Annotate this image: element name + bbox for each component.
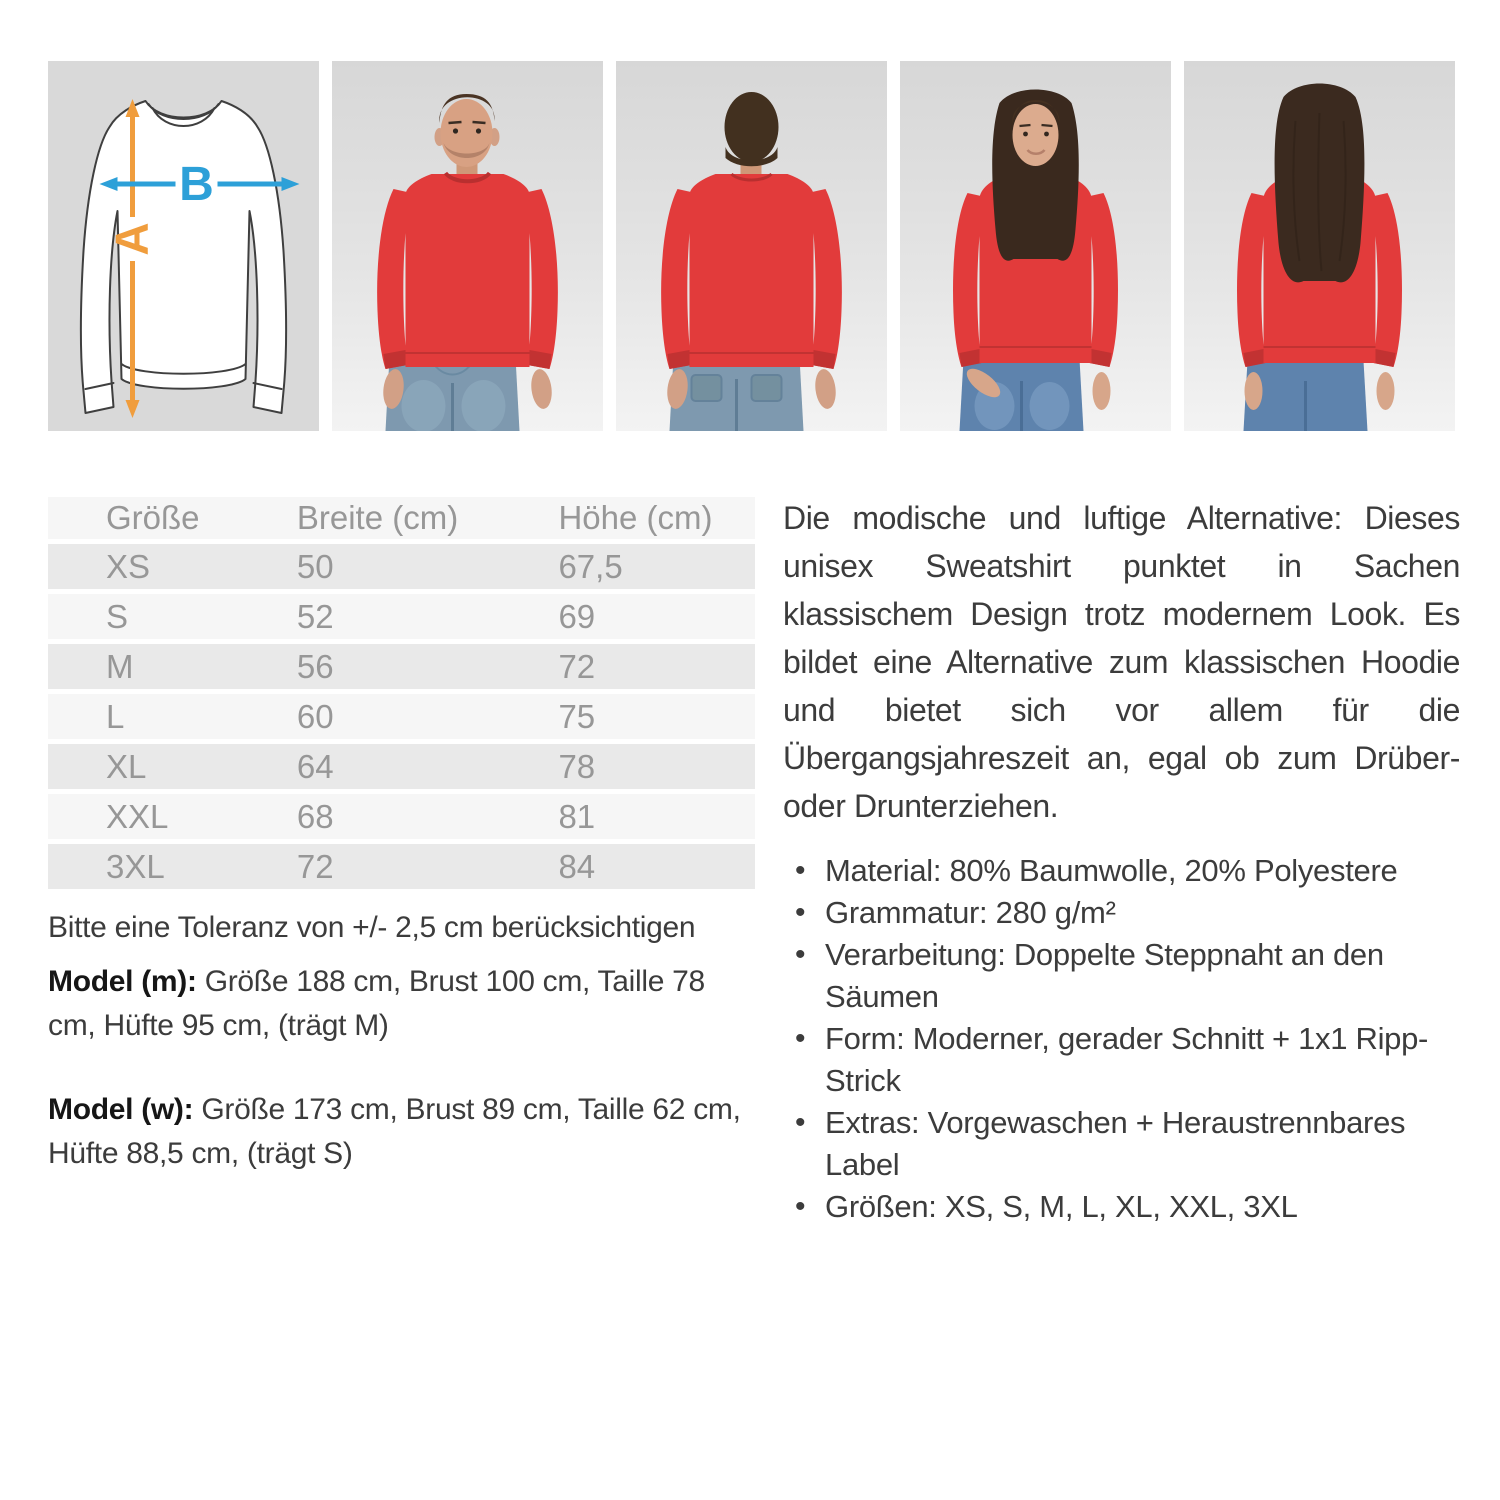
size-info-column xyxy=(48,492,755,1228)
list-item xyxy=(783,1186,1460,1228)
cell-width: 60 xyxy=(239,694,501,739)
jeans xyxy=(386,357,520,431)
list-item xyxy=(783,850,1460,892)
cell-height: 75 xyxy=(500,694,755,739)
female-head-back xyxy=(1275,84,1365,283)
feature-text: Verarbeitung: Doppelte Steppnaht an den Säumen xyxy=(825,937,1384,1014)
photo-female-front[interactable] xyxy=(900,61,1171,431)
sweatshirt-measure-diagram xyxy=(48,61,319,431)
product-description: Die modische und luftige Alternative: Dieses unisex Sweatshirt punktet in Sachen klassischem Design trotz modernem Look. Es bildet eine Alternative zum klassischen Hoodie und bietet sich vor allem für die Übergangsjahreszeit an, egal ob zum Drüber- oder Drunterziehen. xyxy=(783,500,1460,824)
cell-size: XXL xyxy=(48,794,239,839)
cell-width: 72 xyxy=(239,844,501,889)
cell-height: 81 xyxy=(500,794,755,839)
description-column xyxy=(783,492,1460,1228)
photo-male-front[interactable] xyxy=(332,61,603,431)
cell-height: 69 xyxy=(500,594,755,639)
size-table xyxy=(48,492,755,894)
male-back-illustration xyxy=(616,61,887,431)
feature-text: Grammatur: 280 g/m² xyxy=(825,895,1116,930)
cell-size: L xyxy=(48,694,239,739)
feature-text: Extras: Vorgewaschen + Heraustrennbares Label xyxy=(825,1105,1406,1182)
product-images-row xyxy=(48,61,1455,431)
feature-text: Form: Moderner, gerader Schnitt + 1x1 Ripp-Strick xyxy=(825,1021,1429,1098)
cell-width: 56 xyxy=(239,644,501,689)
cell-size: M xyxy=(48,644,239,689)
table-row xyxy=(48,694,755,739)
table-row xyxy=(48,644,755,689)
model-m-note xyxy=(48,960,755,1048)
size-table-header-size: Größe xyxy=(48,497,239,539)
list-item xyxy=(783,1102,1460,1186)
model-m-label: Model (m): xyxy=(48,965,197,998)
list-item xyxy=(783,892,1460,934)
cell-size: XS xyxy=(48,544,239,589)
male-front-illustration xyxy=(332,61,603,431)
cell-size: 3XL xyxy=(48,844,239,889)
tolerance-note: Bitte eine Toleranz von +/- 2,5 cm berücksichtigen xyxy=(48,911,696,944)
model-w-label: Model (w): xyxy=(48,1093,194,1126)
product-info-section xyxy=(48,492,1460,1228)
size-table-header-height: Höhe (cm) xyxy=(500,497,755,539)
model-w-note xyxy=(48,1088,755,1176)
feature-text: Material: 80% Baumwolle, 20% Polyestere xyxy=(825,853,1398,888)
table-row xyxy=(48,844,755,889)
table-row xyxy=(48,744,755,789)
cell-height: 67,5 xyxy=(500,544,755,589)
cell-width: 50 xyxy=(239,544,501,589)
photo-male-back[interactable] xyxy=(616,61,887,431)
cell-size: S xyxy=(48,594,239,639)
size-diagram-image[interactable] xyxy=(48,61,319,431)
hand xyxy=(1377,372,1395,410)
female-head xyxy=(992,90,1079,261)
measure-a-label: A xyxy=(105,222,158,256)
cell-width: 68 xyxy=(239,794,501,839)
table-row xyxy=(48,594,755,639)
model-m-text: Größe 188 cm, Brust 100 cm, Taille 78 cm, Hüfte 95 cm, (trägt M) xyxy=(48,965,705,1042)
cell-height: 78 xyxy=(500,744,755,789)
measure-b-label: B xyxy=(179,158,214,211)
list-item xyxy=(783,1018,1460,1102)
feature-list xyxy=(783,850,1460,1228)
female-front-illustration xyxy=(900,61,1171,431)
jeans xyxy=(960,359,1084,431)
hand xyxy=(1245,372,1263,410)
feature-text: Größen: XS, S, M, L, XL, XXL, 3XL xyxy=(825,1189,1298,1224)
model-w-text: Größe 173 cm, Brust 89 cm, Taille 62 cm, Hüfte 88,5 cm, (trägt S) xyxy=(48,1093,741,1170)
table-row xyxy=(48,794,755,839)
size-table-header-width: Breite (cm) xyxy=(239,497,501,539)
photo-female-back[interactable] xyxy=(1184,61,1455,431)
hand xyxy=(1093,372,1111,410)
table-row xyxy=(48,544,755,589)
cell-size: XL xyxy=(48,744,239,789)
cell-height: 72 xyxy=(500,644,755,689)
female-back-illustration xyxy=(1184,61,1455,431)
list-item xyxy=(783,934,1460,1018)
cell-height: 84 xyxy=(500,844,755,889)
cell-width: 52 xyxy=(239,594,501,639)
size-table-header-row xyxy=(48,497,755,539)
cell-width: 64 xyxy=(239,744,501,789)
jeans xyxy=(670,357,804,431)
